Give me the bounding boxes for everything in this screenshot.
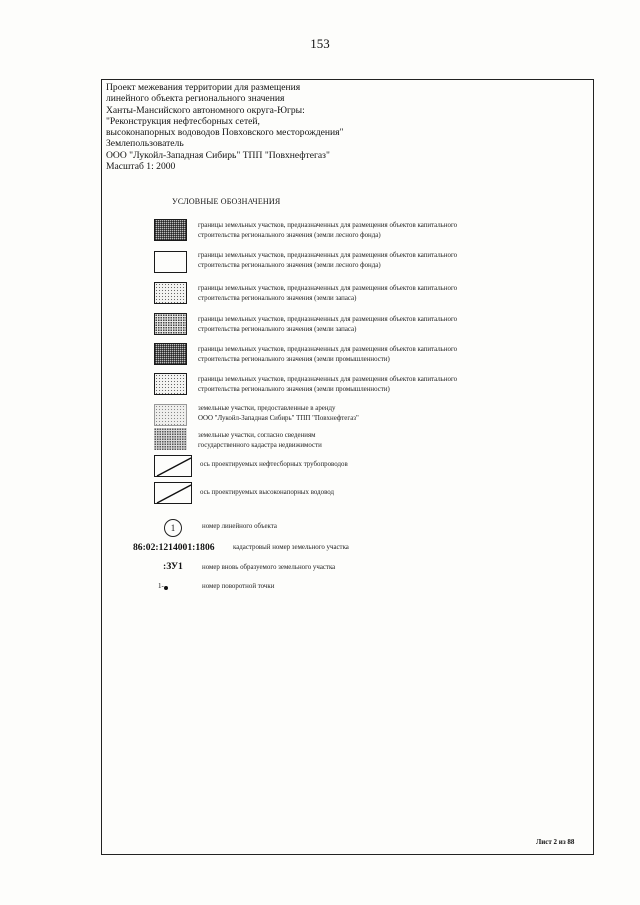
legend-swatch-water-pipeline <box>154 482 192 504</box>
turn-point-dot-icon <box>164 586 168 590</box>
legend-item-text: границы земельных участков, предназначенных для размещения объектов капитального строительства регионального значения (земли промышленности) <box>198 376 458 393</box>
project-header <box>106 82 344 172</box>
linear-object-label: номер линейного объекта <box>202 523 277 530</box>
legend-swatch-oil-pipeline <box>154 455 192 477</box>
linear-object-symbol: 1 <box>164 519 182 537</box>
turn-point-number: 1- <box>158 582 164 590</box>
header-line: Ханты-Мансийского автономного округа-Югры: <box>106 104 305 116</box>
header-line: ООО "Лукойл-Западная Сибирь" ТПП "Повхнефтегаз" <box>106 149 330 161</box>
legend-item-text: границы земельных участков, предназначенных для размещения объектов капитального строительства регионального значения (земли запаса) <box>198 316 458 333</box>
cadastral-number-label: кадастровый номер земельного участка <box>233 544 349 551</box>
legend-item-text: границы земельных участков, предназначенных для размещения объектов капитального строительства регионального значения (земли лесного фонда) <box>198 252 458 269</box>
legend-swatch-industry-dense <box>154 343 187 365</box>
turn-point-label: номер поворотной точки <box>202 583 275 590</box>
new-parcel-label: номер вновь образуемого земельного участка <box>202 564 336 571</box>
legend-swatch-reserve-medium <box>154 313 187 335</box>
turn-point-symbol <box>158 582 168 590</box>
waterline-axis-icon <box>155 483 193 505</box>
legend-item-text: ось проектируемых высоконапорных водовод <box>200 489 335 496</box>
header-line: Проект межевания территории для размещения <box>106 82 301 93</box>
legend-item-text: ось проектируемых нефтесборных трубопроводов <box>200 461 348 468</box>
cadastral-number-sample: 86:02:1214001:1806 <box>133 542 215 553</box>
header-line: высоконапорных водоводов Повховского месторождения" <box>106 127 344 139</box>
new-parcel-symbol: :ЗУ1 <box>163 561 183 572</box>
pipeline-axis-icon <box>155 456 193 478</box>
legend-item-text: земельные участки, согласно сведениям государственного кадастра недвижимости <box>198 432 322 449</box>
page-number: 153 <box>310 36 330 51</box>
legend-swatch-forest-blank <box>154 251 187 273</box>
legend-item-text: земельные участки, предоставленные в аренду ООО "Лукойл-Западная Сибирь" ТПП "Повхнефтегаз" <box>198 405 359 422</box>
legend-swatch-reserve-light <box>154 282 187 304</box>
legend-item-text: границы земельных участков, предназначенных для размещения объектов капитального строительства регионального значения (земли запаса) <box>198 285 458 302</box>
header-line: Землепользователь <box>106 138 184 150</box>
header-line: "Реконструкция нефтесборных сетей, <box>106 115 260 127</box>
legend-item-text: границы земельных участков, предназначенных для размещения объектов капитального строительства регионального значения (земли промышленности) <box>198 346 458 363</box>
header-line: линейного объекта регионального значения <box>106 93 285 105</box>
legend-swatch-lease <box>154 404 187 426</box>
sheet-label: Лист 2 из 88 <box>536 838 575 846</box>
legend-title: УСЛОВНЫЕ ОБОЗНАЧЕНИЯ <box>172 197 281 206</box>
header-line: Масштаб 1: 2000 <box>106 161 176 173</box>
legend-swatch-forest-dense <box>154 219 187 241</box>
legend-swatch-cadastre <box>154 428 187 450</box>
legend-item-text: границы земельных участков, предназначенных для размещения объектов капитального строительства регионального значения (земли лесного фонда) <box>198 222 458 239</box>
legend-swatch-industry-light <box>154 373 187 395</box>
